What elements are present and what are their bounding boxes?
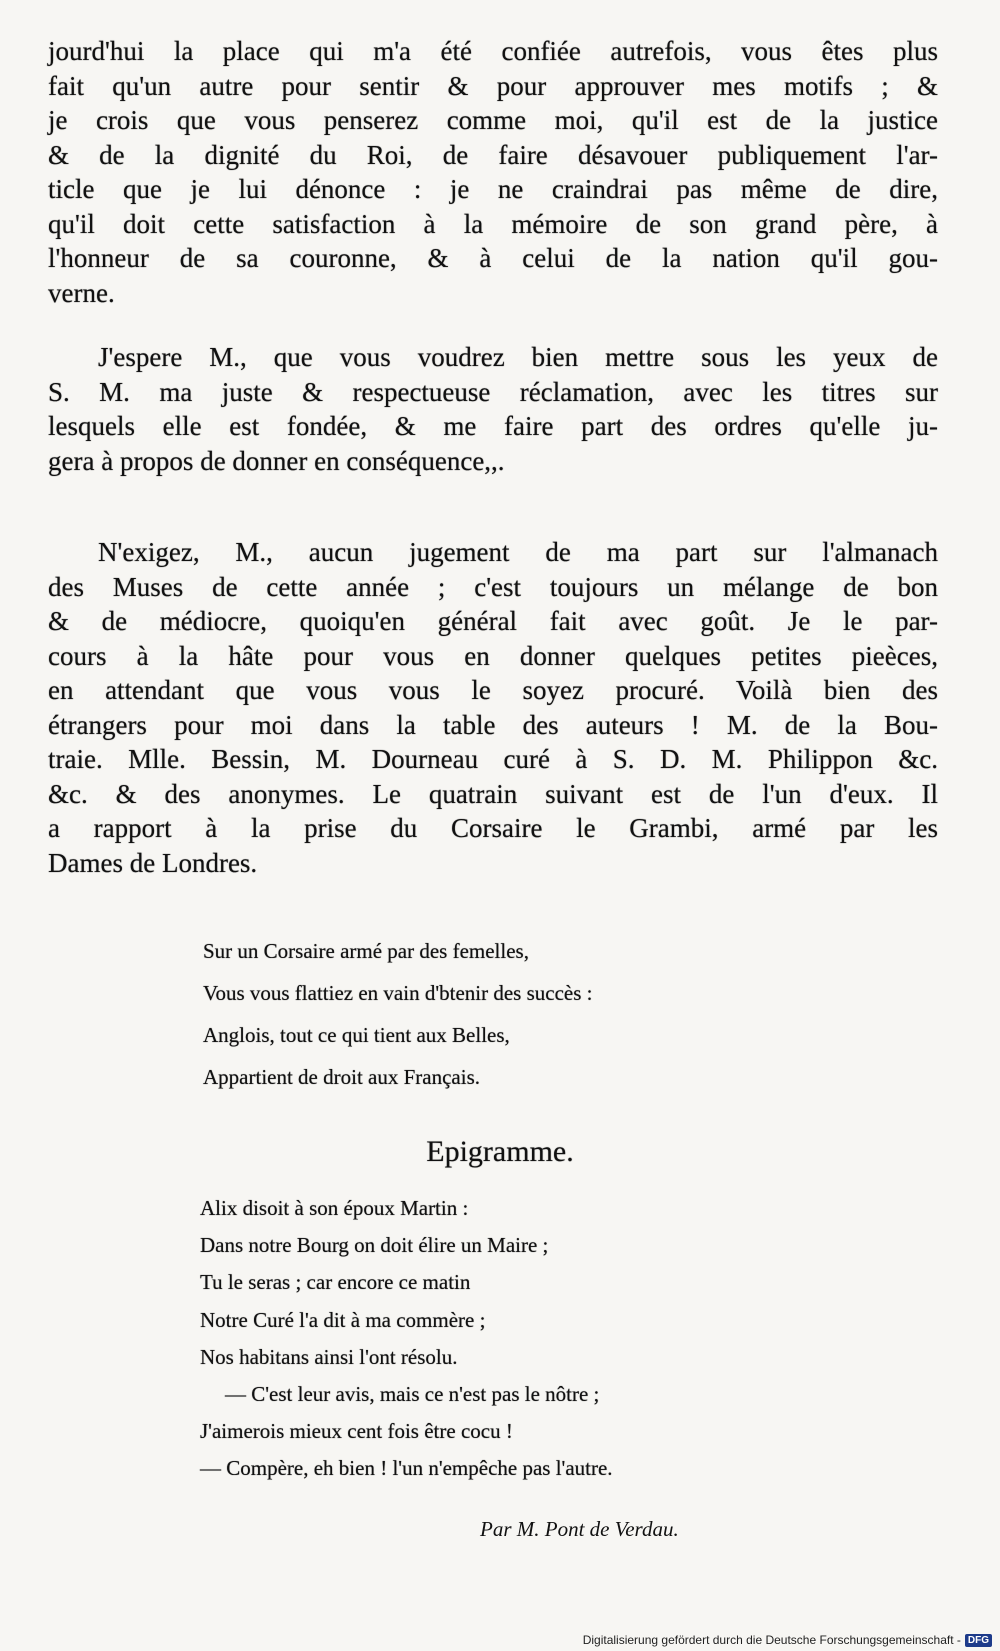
text-line: Dames de Londres. (48, 847, 258, 878)
signature: Par M. Pont de Verdau. (480, 1517, 679, 1541)
text-line: qu'il doit cette satisfaction à la mémoire de son grand père, à (48, 208, 938, 239)
text-line: jourd'hui la place qui m'a été confiée autrefois, vous êtes plus (48, 36, 938, 66)
text-line: ticle que je lui dénonce : je ne craindrai pas même de dire, (48, 174, 938, 204)
text-line: verne. (48, 277, 115, 308)
text-line: a rapport à la prise du Corsaire le Grambi, armé par les (48, 813, 938, 843)
text-line: des Muses de cette année ; c'est toujours un mélange de bon (48, 571, 938, 602)
verse-line: Tu le seras ; car encore ce matin (200, 1270, 471, 1295)
dfg-logo-icon: DFG (965, 1634, 992, 1647)
verse-line: Alix disoit à son époux Martin : (200, 1196, 469, 1220)
text-line: gera à propos de donner en conséquence,,. (48, 445, 505, 476)
text-line: étrangers pour moi dans la table des auteurs ! M. de la Bou- (48, 709, 938, 740)
text-line: lesquels elle est fondée, & me faire part des ordres qu'elle ju- (48, 411, 938, 441)
paragraph-2 (48, 340, 938, 478)
verse-line: Dans notre Bourg on doit élire un Maire ; (200, 1233, 549, 1258)
text-line: fait qu'un autre pour sentir & pour approuver mes motifs ; & (48, 70, 938, 101)
funding-footer (583, 1633, 992, 1647)
verse-line: — C'est leur avis, mais ce n'est pas le nôtre ; (225, 1382, 600, 1407)
verse-line: Anglois, tout ce qui tient aux Belles, (203, 1023, 510, 1047)
epigram-title: Epigramme. (426, 1135, 574, 1168)
verse-line: Notre Curé l'a dit à ma commère ; (200, 1307, 486, 1332)
text-line: cours à la hâte pour vous en donner quelques petites pieèces, (48, 640, 938, 671)
verse-line: Vous vous flattiez en vain d'btenir des succès : (203, 981, 593, 1005)
text-line: & de médiocre, quoiqu'en général fait avec goût. Je le par- (48, 606, 938, 636)
text-line: en attendant que vous vous le soyez procuré. Voilà bien des (48, 675, 938, 705)
text-line: S. M. ma juste & respectueuse réclamation, avec les titres sur (48, 376, 938, 407)
text-line: & de la dignité du Roi, de faire désavouer publiquement l'ar- (48, 139, 938, 170)
paragraph-3 (48, 535, 938, 880)
verse-line: Appartient de droit aux Français. (203, 1065, 480, 1089)
text-line: l'honneur de sa couronne, & à celui de la nation qu'il gou- (48, 243, 938, 273)
text-line: N'exigez, M., aucun jugement de ma part sur l'almanach (98, 537, 938, 567)
text-line: J'espere M., que vous voudrez bien mettre sous les yeux de (98, 342, 938, 372)
verse-line: Sur un Corsaire armé par des femelles, (203, 939, 529, 963)
paragraph-1 (48, 34, 938, 310)
footer-text: Digitalisierung gefördert durch die Deutsche Forschungsgemeinschaft - (582, 1633, 961, 1647)
text-line: &c. & des anonymes. Le quatrain suivant est de l'un d'eux. Il (48, 778, 938, 809)
text-line: je crois que vous penserez comme moi, qu'il est de la justice (48, 105, 938, 135)
verse-line: — Compère, eh bien ! l'un n'empêche pas l'autre. (200, 1456, 613, 1481)
text-line: traie. Mlle. Bessin, M. Dourneau curé à S. D. M. Philippon &c. (48, 744, 938, 774)
quatrain (203, 930, 592, 1098)
verse-line: J'aimerois mieux cent fois être cocu ! (200, 1419, 513, 1444)
epigram (200, 1190, 613, 1488)
verse-line: Nos habitans ainsi l'ont résolu. (200, 1344, 458, 1369)
